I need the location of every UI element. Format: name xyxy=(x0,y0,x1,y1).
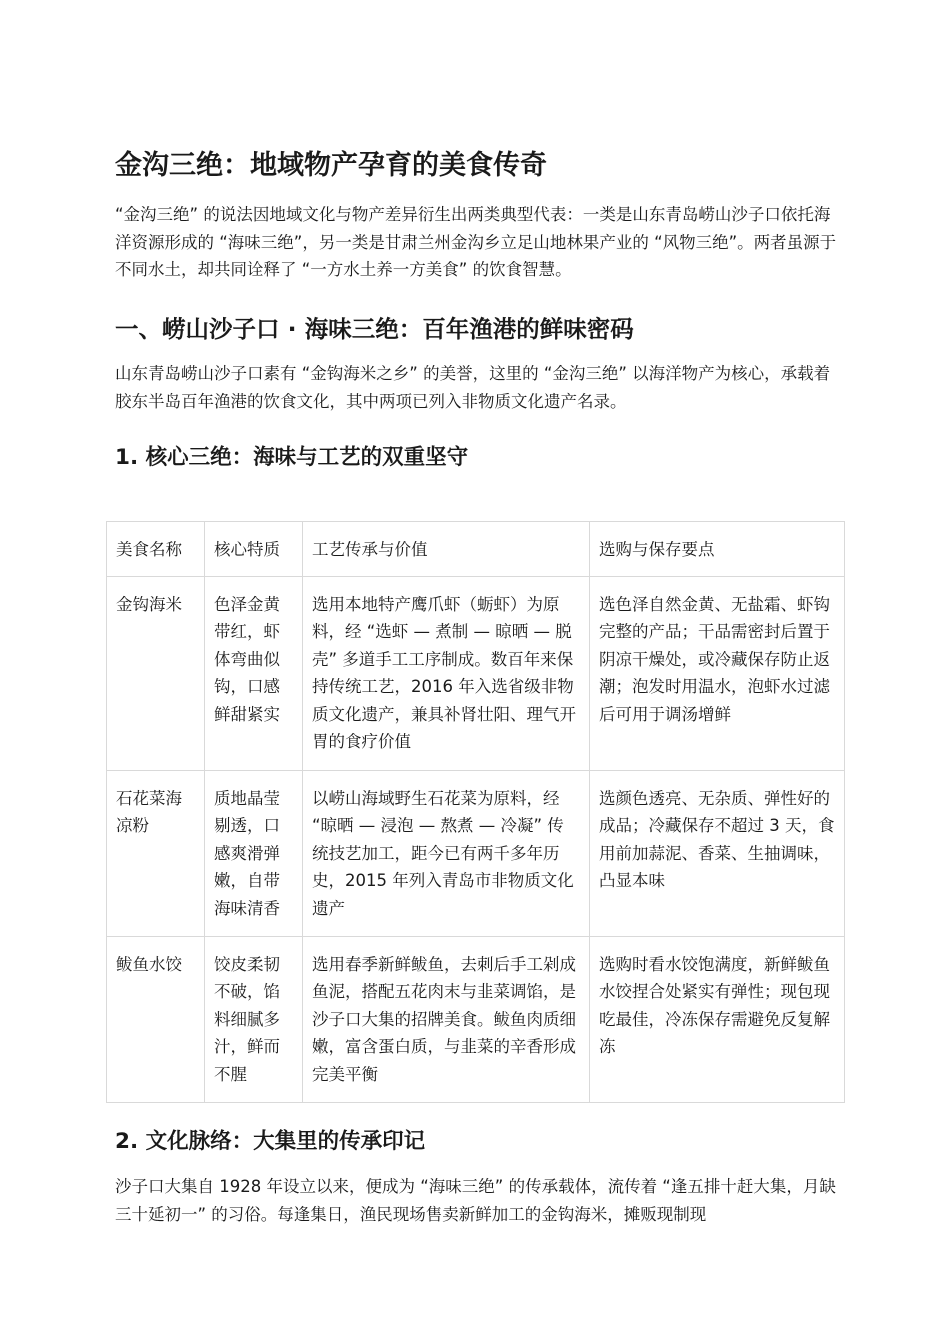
food-trait-cell: 饺皮柔韧不破，馅料细腻多汁，鲜而不腥 xyxy=(205,936,303,1102)
section1-heading: 一、崂山沙子口 · 海味三绝：百年渔港的鲜味密码 xyxy=(115,315,634,343)
food-craft-cell: 选用春季新鲜鲅鱼，去刺后手工剁成鱼泥，搭配五花肉末与韭菜调馅，是沙子口大集的招牌美食。鲅鱼肉质细嫩，富含蛋白质，与韭菜的辛香形成完美平衡 xyxy=(303,936,590,1102)
food-table xyxy=(106,521,845,1103)
table-header-row xyxy=(107,522,845,577)
food-tips-cell: 选购时看水饺饱满度，新鲜鲅鱼水饺捏合处紧实有弹性；现包现吃最佳，冷冻保存需避免反复解冻 xyxy=(590,936,845,1102)
page-title: 金沟三绝：地域物产孕育的美食传奇 xyxy=(115,150,547,181)
table-header-cell: 美食名称 xyxy=(107,522,205,577)
food-trait-cell: 色泽金黄带红，虾体弯曲似钩，口感鲜甜紧实 xyxy=(205,576,303,770)
table-row xyxy=(107,770,845,936)
table-row xyxy=(107,576,845,770)
subsection1-heading: 1. 核心三绝：海味与工艺的双重坚守 xyxy=(115,445,469,470)
food-name-cell: 金钩海米 xyxy=(107,576,205,770)
intro-paragraph: “金沟三绝” 的说法因地域文化与物产差异衍生出两类典型代表：一类是山东青岛崂山沙子口依托海洋资源形成的 “海味三绝”，另一类是甘肃兰州金沟乡立足山地林果产业的 “风物三绝”。两者虽源于不同水土，却共同诠释了 “一方水土养一方美食” 的饮食智慧。 xyxy=(115,205,837,279)
subsection2-heading: 2. 文化脉络：大集里的传承印记 xyxy=(115,1129,426,1154)
food-craft-cell: 以崂山海域野生石花菜为原料，经 “晾晒 — 浸泡 — 熬煮 — 冷凝” 传统技艺加工，距今已有两千多年历史，2015 年列入青岛市非物质文化遗产 xyxy=(303,770,590,936)
section1-paragraph: 山东青岛崂山沙子口素有 “金钩海米之乡” 的美誉，这里的 “金沟三绝” 以海洋物产为核心，承载着胶东半岛百年渔港的饮食文化，其中两项已列入非物质文化遗产名录。 xyxy=(115,364,831,411)
food-name-cell: 石花菜海凉粉 xyxy=(107,770,205,936)
food-craft-cell: 选用本地特产鹰爪虾（蛎虾）为原料，经 “选虾 — 煮制 — 晾晒 — 脱壳” 多道手工工序制成。数百年来保持传统工艺，2016 年入选省级非物质文化遗产，兼具补肾壮阳、理气开胃的食疗价值 xyxy=(303,576,590,770)
food-name-cell: 鲅鱼水饺 xyxy=(107,936,205,1102)
food-tips-cell: 选颜色透亮、无杂质、弹性好的成品；冷藏保存不超过 3 天，食用前加蒜泥、香菜、生抽调味，凸显本味 xyxy=(590,770,845,936)
table-header-cell: 选购与保存要点 xyxy=(590,522,845,577)
subsection2-paragraph: 沙子口大集自 1928 年设立以来，便成为 “海味三绝” 的传承载体，流传着 “逢五排十赶大集，月缺三十延初一” 的习俗。每逢集日，渔民现场售卖新鲜加工的金钩海米，摊贩现制现 xyxy=(115,1177,836,1224)
table-row xyxy=(107,936,845,1102)
food-trait-cell: 质地晶莹剔透，口感爽滑弹嫩，自带海味清香 xyxy=(205,770,303,936)
table-header-cell: 工艺传承与价值 xyxy=(303,522,590,577)
food-tips-cell: 选色泽自然金黄、无盐霜、虾钩完整的产品；干品需密封后置于阴凉干燥处，或冷藏保存防止返潮；泡发时用温水，泡虾水过滤后可用于调汤增鲜 xyxy=(590,576,845,770)
table-header-cell: 核心特质 xyxy=(205,522,303,577)
